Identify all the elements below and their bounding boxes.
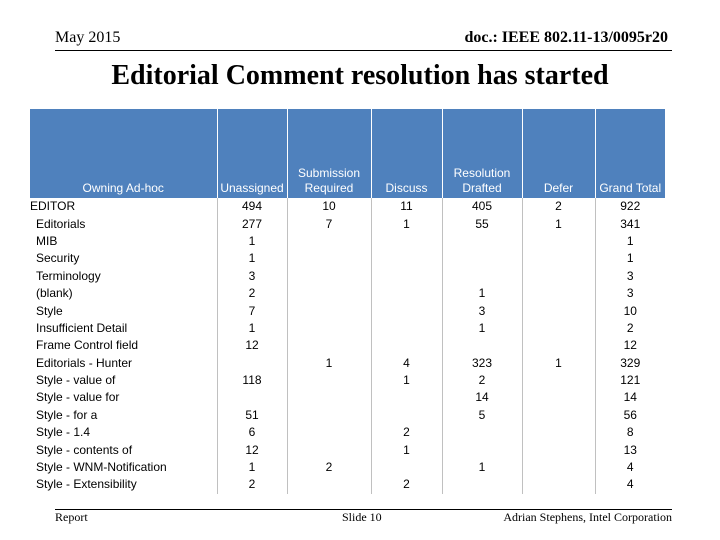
row-label-cell: Style - for a [36, 407, 98, 422]
footer-author: Adrian Stephens, Intel Corporation [503, 510, 672, 524]
table-cell [287, 250, 371, 267]
row-label-cell: Terminology [36, 268, 101, 283]
row-label-cell: (blank) [36, 286, 73, 301]
table-cell [522, 441, 595, 458]
table-cell [522, 459, 595, 476]
table-cell [287, 389, 371, 406]
column-header: Defer [522, 109, 595, 198]
table-cell [442, 476, 522, 493]
header-date: May 2015 [55, 29, 121, 46]
row-label-cell: Style - value of [36, 373, 116, 388]
table-cell: 1 [287, 355, 371, 372]
column-header: Resolution Drafted [442, 109, 522, 198]
table-cell [371, 459, 442, 476]
row-label-cell: Insufficient Detail [36, 320, 128, 335]
table-cell: 1 [522, 355, 595, 372]
footer-slide-number: Slide 10 [342, 510, 382, 524]
table-cell: 3 [217, 268, 287, 285]
table-cell: 1 [371, 215, 442, 232]
table-cell [371, 407, 442, 424]
table-cell: 922 [595, 198, 665, 215]
table-cell: 341 [595, 215, 665, 232]
table-cell: 12 [217, 441, 287, 458]
table-cell [371, 268, 442, 285]
table-row [30, 424, 665, 441]
table-row [30, 389, 665, 406]
table-cell: 1 [217, 233, 287, 250]
column-header: Owning Ad-hoc [30, 109, 217, 198]
row-label-cell: Style - WNM-Notification [36, 460, 167, 475]
table-cell [287, 372, 371, 389]
table-cell [287, 302, 371, 319]
table-row [30, 250, 665, 267]
table-cell: 1 [522, 215, 595, 232]
table-cell: 2 [217, 476, 287, 493]
table-cell [217, 355, 287, 372]
table-cell [217, 389, 287, 406]
header-doc-id: doc.: IEEE 802.11-13/0095r20 [464, 29, 668, 46]
row-label-cell: Style - contents of [36, 442, 133, 457]
table-cell [371, 320, 442, 337]
table-cell: 118 [217, 372, 287, 389]
table-cell [522, 268, 595, 285]
table-cell [371, 233, 442, 250]
table-row [30, 476, 665, 493]
row-label-cell: Frame Control field [36, 338, 139, 353]
table-cell: 2 [442, 372, 522, 389]
table-row [30, 198, 665, 215]
table-cell [287, 476, 371, 493]
table-cell [522, 372, 595, 389]
table-row [30, 215, 665, 232]
comment-resolution-table [30, 109, 665, 494]
table-cell [522, 389, 595, 406]
table-cell: 1 [442, 459, 522, 476]
row-label-cell: Style - Extensibility [36, 477, 137, 492]
table-cell [287, 320, 371, 337]
table-cell: 3 [595, 285, 665, 302]
table-cell: 10 [595, 302, 665, 319]
table-row [30, 285, 665, 302]
table-cell: 2 [371, 476, 442, 493]
row-label-cell: Security [36, 251, 80, 266]
table-cell: 121 [595, 372, 665, 389]
table-cell: 4 [595, 476, 665, 493]
table-row [30, 268, 665, 285]
row-label-cell: MIB [36, 233, 58, 248]
table-cell: 4 [371, 355, 442, 372]
table-cell: 12 [217, 337, 287, 354]
table-cell: 8 [595, 424, 665, 441]
table-cell: 2 [595, 320, 665, 337]
table-row [30, 233, 665, 250]
footer-left: Report [55, 510, 88, 524]
table-cell [371, 337, 442, 354]
table-cell: 1 [217, 250, 287, 267]
table-cell: 2 [371, 424, 442, 441]
table-cell [522, 424, 595, 441]
table-cell [287, 337, 371, 354]
table-cell: 1 [442, 320, 522, 337]
table-cell: 6 [217, 424, 287, 441]
table-cell [287, 407, 371, 424]
table-row [30, 407, 665, 424]
table-cell: 13 [595, 441, 665, 458]
row-label-cell: Style - value for [36, 390, 120, 405]
table-cell: 56 [595, 407, 665, 424]
table-cell [442, 250, 522, 267]
table-cell [522, 476, 595, 493]
table-cell: 3 [442, 302, 522, 319]
table-cell: 494 [217, 198, 287, 215]
table-row [30, 302, 665, 319]
column-header: Grand Total [595, 109, 665, 198]
table-row [30, 355, 665, 372]
table-cell [442, 441, 522, 458]
table-cell [371, 302, 442, 319]
table-cell [522, 320, 595, 337]
table-cell: 12 [595, 337, 665, 354]
table-cell: 10 [287, 198, 371, 215]
table-cell: 1 [442, 285, 522, 302]
table-cell [287, 285, 371, 302]
table-row [30, 320, 665, 337]
table-cell [522, 285, 595, 302]
table-cell: 323 [442, 355, 522, 372]
table-row [30, 372, 665, 389]
table-cell [522, 407, 595, 424]
table-cell: 14 [442, 389, 522, 406]
row-label-cell: EDITOR [30, 199, 76, 214]
table-row [30, 441, 665, 458]
row-label-cell: Editorials - Hunter [36, 355, 133, 370]
table-cell [287, 233, 371, 250]
table-cell: 14 [595, 389, 665, 406]
table-cell: 51 [217, 407, 287, 424]
table-cell: 3 [595, 268, 665, 285]
table-cell [442, 268, 522, 285]
table-cell: 1 [217, 459, 287, 476]
table-cell: 1 [371, 372, 442, 389]
table-cell [442, 337, 522, 354]
table-cell: 7 [287, 215, 371, 232]
row-label-cell: Editorials [36, 216, 86, 231]
table-cell [522, 250, 595, 267]
table-cell [371, 389, 442, 406]
table-cell: 2 [287, 459, 371, 476]
table-cell: 5 [442, 407, 522, 424]
table-cell [287, 441, 371, 458]
column-header: Discuss [371, 109, 442, 198]
table-cell [522, 302, 595, 319]
table-cell [442, 424, 522, 441]
column-header: Submission Required [287, 109, 371, 198]
table-cell: 1 [371, 441, 442, 458]
table-cell: 2 [217, 285, 287, 302]
row-label-cell: Style - 1.4 [36, 425, 91, 440]
table-cell [522, 337, 595, 354]
table-cell: 1 [217, 320, 287, 337]
table-header-row [30, 109, 665, 198]
table-cell: 4 [595, 459, 665, 476]
slide-title: Editorial Comment resolution has started [111, 60, 609, 91]
table-cell: 1 [595, 250, 665, 267]
table-cell: 1 [595, 233, 665, 250]
table-cell: 2 [522, 198, 595, 215]
table-cell [371, 250, 442, 267]
table-cell: 7 [217, 302, 287, 319]
table-cell: 405 [442, 198, 522, 215]
table-cell: 55 [442, 215, 522, 232]
column-header: Unassigned [217, 109, 287, 198]
row-label-cell: Style [36, 303, 63, 318]
table-cell: 329 [595, 355, 665, 372]
table-cell [287, 424, 371, 441]
table-cell [371, 285, 442, 302]
table-cell [442, 233, 522, 250]
table-cell [287, 268, 371, 285]
header-divider [55, 50, 672, 51]
table-cell: 277 [217, 215, 287, 232]
table-row [30, 459, 665, 476]
table-cell [522, 233, 595, 250]
table-row [30, 337, 665, 354]
table-cell: 11 [371, 198, 442, 215]
